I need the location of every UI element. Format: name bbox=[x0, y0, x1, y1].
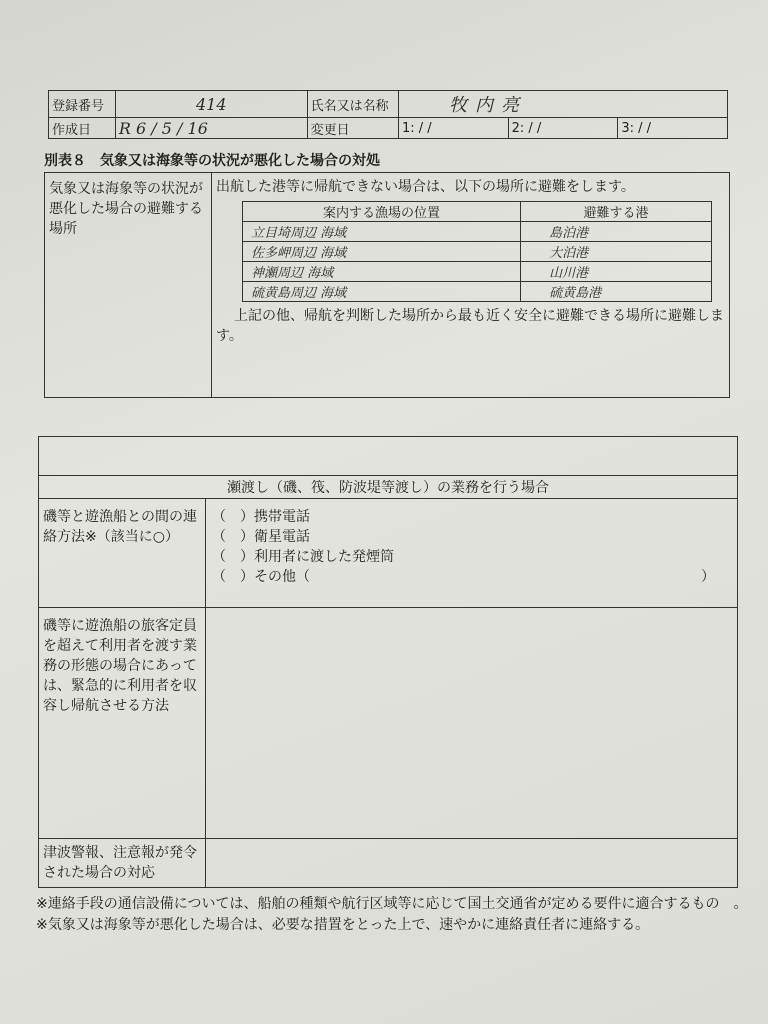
option-other bbox=[212, 567, 731, 587]
reg-no-label: 登録番号 bbox=[49, 91, 116, 118]
created-label: 作成日 bbox=[49, 118, 116, 139]
option-flare: （ ）利用者に渡した発煙筒 bbox=[212, 549, 394, 565]
ferry-title-spacer bbox=[39, 437, 738, 476]
row-position: 立目埼周辺 海域 bbox=[243, 222, 521, 242]
reg-no-value: 414 bbox=[115, 91, 307, 118]
col-position-header: 案内する漁場の位置 bbox=[243, 202, 521, 222]
overcapacity-answer bbox=[206, 608, 738, 839]
name-label: 氏名又は名称 bbox=[307, 91, 398, 118]
note-2: ※気象又は海象等が悪化した場合は、必要な措置をとった上で、速やかに連絡責任者に連絡する。 bbox=[36, 917, 650, 933]
name-value: 牧内亮 bbox=[398, 91, 727, 118]
option-other-close: ） bbox=[701, 569, 715, 585]
option-satellite-phone: （ ）衛星電話 bbox=[212, 529, 310, 545]
ferry-title: 瀬渡し（磯、筏、防波堤等渡し）の業務を行う場合 bbox=[39, 476, 738, 499]
ferry-table bbox=[38, 436, 738, 888]
changed-label: 変更日 bbox=[307, 118, 398, 139]
row-position: 佐多岬周辺 海域 bbox=[243, 242, 521, 262]
row-position: 神瀬周辺 海域 bbox=[243, 262, 521, 282]
evacuation-intro: 出航した港等に帰航できない場合は、以下の場所に避難をします。 bbox=[216, 179, 635, 195]
overcapacity-label: 磯等に遊漁船の旅客定員を超えて利用者を渡す業務の形態の場合にあっては、緊急的に利用者を収容し帰航させる方法 bbox=[39, 608, 206, 839]
note-1: ※連絡手段の通信設備については、船舶の種類や航行区域等に応じて国土交通省が定める要件に適合するもの 。 bbox=[36, 896, 748, 912]
evacuation-label: 気象又は海象等の状況が悪化した場合の避難する場所 bbox=[45, 173, 212, 398]
change-2: 2: / / bbox=[508, 118, 618, 139]
change-1: 1: / / bbox=[398, 118, 508, 139]
tsunami-answer bbox=[206, 839, 738, 888]
row-port: 大泊港 bbox=[521, 242, 712, 262]
option-other-label: （ ）その他（ bbox=[212, 569, 310, 585]
notes bbox=[36, 894, 756, 936]
row-port: 硫黄島港 bbox=[521, 282, 712, 302]
evacuation-content bbox=[212, 173, 730, 398]
contact-method-label: 磯等と遊漁船との間の連絡方法※（該当に○） bbox=[39, 499, 206, 608]
fishing-area-table bbox=[242, 201, 712, 302]
evacuation-footer: 上記の他、帰航を判断した場所から最も近く安全に避難できる場所に避難します。 bbox=[216, 308, 724, 344]
section8-title: 別表８ 気象又は海象等の状況が悪化した場合の対処 bbox=[44, 153, 380, 169]
row-port: 山川港 bbox=[521, 262, 712, 282]
contact-options bbox=[206, 499, 738, 608]
option-mobile-phone: （ ）携帯電話 bbox=[212, 509, 310, 525]
header-table bbox=[48, 90, 728, 139]
tsunami-label: 津波警報、注意報が発令された場合の対応 bbox=[39, 839, 206, 888]
row-port: 島泊港 bbox=[521, 222, 712, 242]
col-port-header: 避難する港 bbox=[521, 202, 712, 222]
change-3: 3: / / bbox=[618, 118, 728, 139]
evacuation-table bbox=[44, 172, 730, 398]
created-value: R 6 / 5 / 16 bbox=[115, 118, 307, 139]
row-position: 硫黄島周辺 海域 bbox=[243, 282, 521, 302]
